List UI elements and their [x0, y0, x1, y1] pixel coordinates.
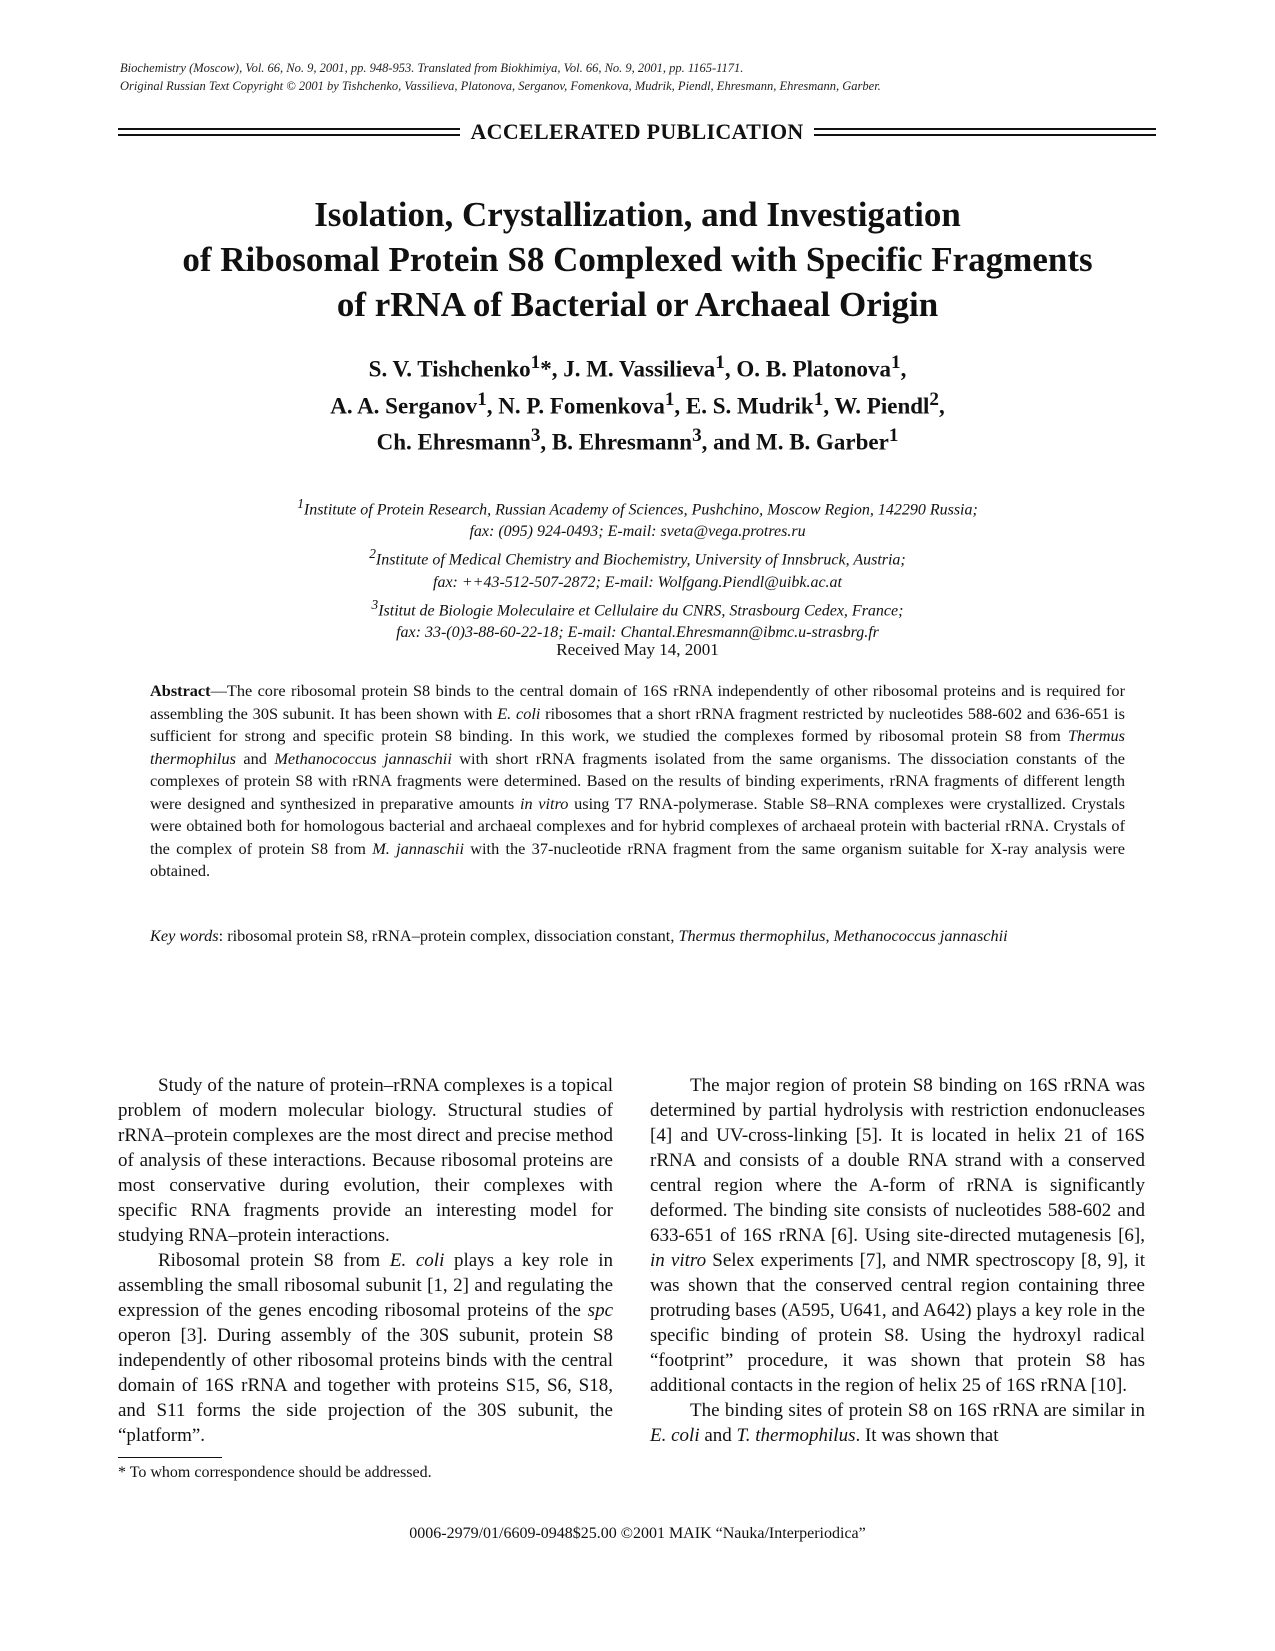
author-sep: , [939, 393, 945, 419]
abstract-label: Abstract [150, 681, 211, 700]
affiliation-text: Istitut de Biologie Moleculaire et Cellulaire du CNRS, Strasbourg Cedex, France; [378, 601, 904, 619]
author-affil-mark: 1 [477, 388, 487, 410]
author-name: Ch. Ehresmann [376, 429, 531, 455]
keywords-label: Key words [150, 926, 219, 945]
affiliation-number: 3 [371, 596, 379, 612]
author-name: S. V. Tishchenko [368, 356, 531, 382]
body-paragraph: Ribosomal protein S8 from E. coli plays a key role in assembling the small ribosomal subunit [1, 2] and regulating the expression of the genes encoding ribosomal proteins of the spc operon [3]. During assembly of the 30S subunit, protein S8 independently of other ribosomal proteins binds with the central domain of 16S rRNA and together with proteins S15, S6, S18, and S11 forms the side projection of the 30S subunit, the “platform”. [118, 1250, 613, 1446]
author-name: E. S. Mudrik [685, 393, 814, 419]
author-sep: , and [701, 429, 756, 455]
affiliation-line [120, 493, 1155, 521]
author-line [100, 348, 1175, 385]
footnote: * To whom correspondence should be addressed. [118, 1464, 432, 1481]
author-sep: , [674, 393, 686, 419]
author-sep: , [724, 356, 737, 382]
author-affil-mark: 1 [888, 425, 899, 447]
keywords-text: : ribosomal protein S8, rRNA–protein complex, dissociation constant, Thermus thermophilus, Methanococcus jannaschii [218, 926, 1008, 945]
section-banner [118, 118, 1156, 146]
author-name: N. P. Fomenkova [498, 393, 665, 419]
title-line: of rRNA of Bacterial or Archaeal Origin [336, 285, 939, 324]
author-affil-mark: 3 [530, 425, 541, 447]
title-line: Isolation, Crystallization, and Investigation [314, 195, 961, 234]
author-affil-mark: 1 [715, 352, 725, 373]
affiliation-line [120, 594, 1155, 622]
affiliation-contact: fax: ++43-512-507-2872; E-mail: Wolfgang.Piendl@uibk.ac.at [433, 573, 842, 591]
affiliation-text: Institute of Protein Research, Russian Academy of Sciences, Pushchino, Moscow Region, 142290 Russia; [303, 501, 978, 519]
keywords [150, 925, 1125, 948]
banner-rule-left [118, 128, 460, 136]
author-affil-mark: 1 [813, 388, 824, 410]
body-column-right [650, 1073, 1145, 1448]
body-paragraph: The binding sites of protein S8 on 16S rRNA are similar in E. coli and T. thermophilus. It was shown that [650, 1400, 1145, 1446]
abstract-text: —The core ribosomal protein S8 binds to the central domain of 16S rRNA independently of other ribosomal proteins and is required for assembling the 30S subunit. It has been shown with E. coli ribosomes that a short rRNA fragment restricted by nucleotides 588-602 and 636-651 is sufficient for strong and specific protein S8 binding. In this work, we studied the complexes formed by ribosomal protein S8 from Thermus thermophilus and Methanococcus jannaschii with short rRNA fragments isolated from the same organisms. The dissociation constants of the complexes of protein S8 with rRNA fragments were determined. Based on the results of binding experiments, rRNA fragments of different length were designed and synthesized in preparative amounts in vitro using T7 RNA-polymerase. Stable S8–RNA complexes were crystallized. Crystals were obtained both for homologous bacterial and archaeal complexes and for hybrid complexes of archaeal protein with bacterial rRNA. Crystals of the complex of protein S8 from M. jannaschii with the 37-nucleotide rRNA fragment from the same organism suitable for X-ray analysis were obtained. [150, 681, 1126, 880]
footnote-rule [118, 1457, 222, 1458]
author-affil-mark: 1 [530, 352, 541, 373]
paper-title [100, 192, 1175, 327]
author-affil-mark: 2 [929, 388, 939, 410]
banner-rule-right [814, 128, 1156, 136]
page-footer: 0006-2979/01/6609-0948$25.00 ©2001 MAIK “Nauka/Interperiodica” [409, 1525, 866, 1542]
affiliation-line [120, 543, 1155, 571]
author-sep: , [540, 429, 552, 455]
author-name: J. M. Vassilieva [563, 356, 716, 382]
affiliations [120, 493, 1155, 644]
affiliation-number: 2 [369, 546, 376, 562]
journal-citation-line: Biochemistry (Moscow), Vol. 66, No. 9, 2001, pp. 948-953. Translated from Biokhimiya, Vol. 66, No. 9, 2001, pp. 1165-1171. [120, 61, 744, 75]
author-name: W. Piendl [834, 393, 930, 419]
affiliation-contact: fax: 33-(0)3-88-60-22-18; E-mail: Chantal.Ehresmann@ibmc.u-strasbrg.fr [396, 623, 879, 641]
author-line [100, 421, 1175, 458]
title-line: of Ribosomal Protein S8 Complexed with Specific Fragments [182, 240, 1093, 279]
author-affil-mark: 3 [692, 425, 702, 447]
author-affil-mark: 1 [664, 388, 675, 410]
author-name: O. B. Platonova [736, 356, 891, 382]
author-line [100, 385, 1175, 422]
author-affil-mark: 1 [891, 352, 901, 373]
author-name: M. B. Garber [755, 429, 889, 455]
body-paragraph: Study of the nature of protein–rRNA complexes is a topical problem of modern molecular biology. Structural studies of rRNA–protein complexes are the most direct and precise method of analysis of these interactions. Because ribosomal proteins are most conservative during evolution, their complexes with specific RNA fragments provide an interesting model for studying RNA–protein interactions. [118, 1075, 613, 1246]
copyright-line: Original Russian Text Copyright © 2001 by Tishchenko, Vassilieva, Platonova, Serganov, Fomenkova, Mudrik, Piendl, Ehresmann, Ehresmann, Garber. [120, 79, 881, 93]
author-name: B. Ehresmann [551, 429, 693, 455]
author-sep: , [900, 356, 907, 382]
affiliation-contact: fax: (095) 924-0493; E-mail: sveta@vega.protres.ru [469, 523, 806, 541]
banner-label: ACCELERATED PUBLICATION [470, 119, 804, 144]
abstract [150, 680, 1125, 883]
affiliation-text: Institute of Medical Chemistry and Biochemistry, University of Innsbruck, Austria; [375, 551, 906, 569]
affiliation-number: 1 [297, 496, 304, 511]
author-sep: *, [540, 356, 564, 382]
author-sep: , [823, 393, 835, 419]
body-column-left [118, 1073, 613, 1448]
received-date: Received May 14, 2001 [556, 640, 719, 659]
body-paragraph: The major region of protein S8 binding on 16S rRNA was determined by partial hydrolysis with restriction endonucleases [4] and UV-cross-linking [5]. It is located in helix 21 of 16S rRNA and consists of a double RNA strand with a conserved central region where the A-form of rRNA is significantly deformed. The binding site consists of nucleotides 588-602 and 633-651 of 16S rRNA [6]. Using site-directed mutagenesis [6], in vitro Selex experiments [7], and NMR spectroscopy [8, 9], it was shown that the conserved central region containing three protruding bases (A595, U641, and A642) plays a key role in the specific binding of protein S8. Using the hydroxyl radical “footprint” procedure, it was shown that protein S8 has additional contacts in the region of helix 25 of 16S rRNA [10]. [650, 1075, 1145, 1396]
author-sep: , [486, 393, 499, 419]
author-name: A. A. Serganov [330, 393, 478, 419]
author-list [100, 348, 1175, 458]
